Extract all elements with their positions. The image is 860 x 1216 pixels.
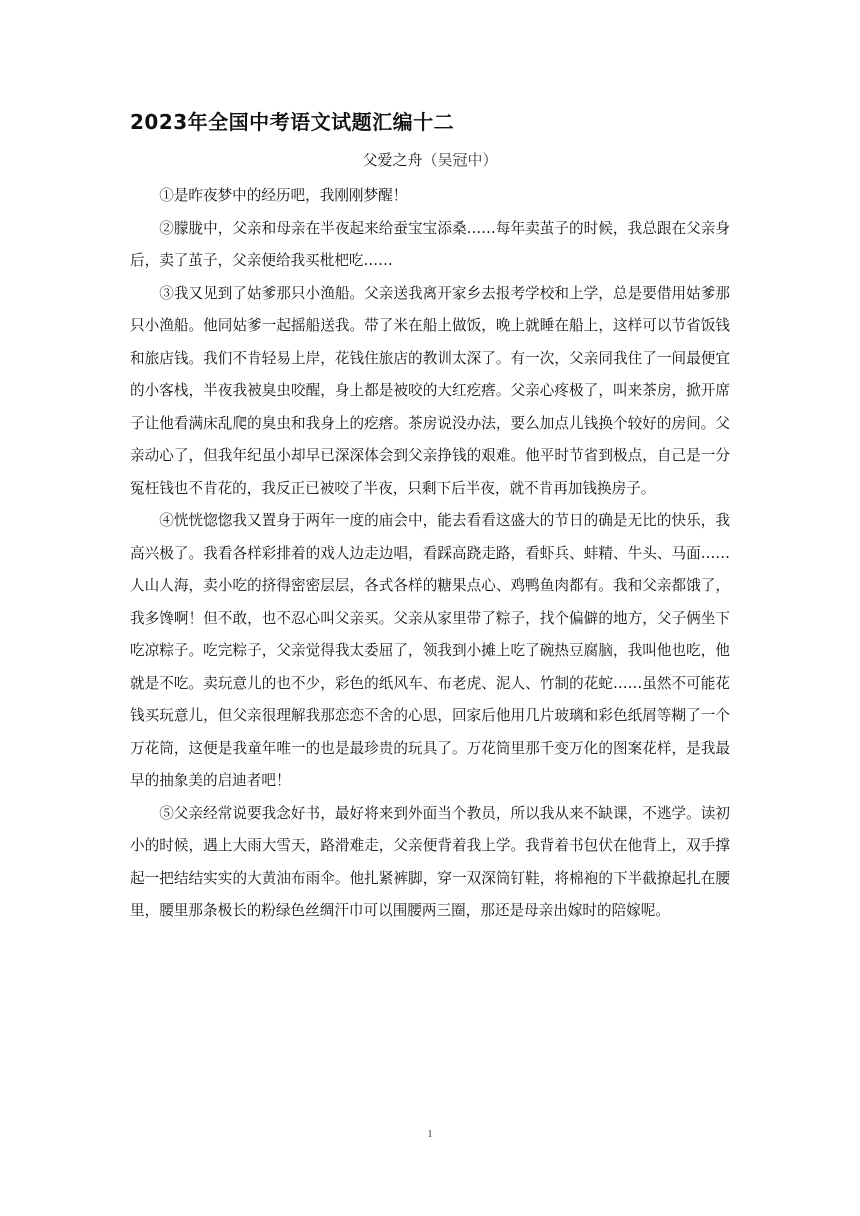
document-heading: 2023年全国中考语文试题汇编十二	[130, 110, 455, 134]
article-title-text: 父爱之舟	[362, 151, 423, 169]
paragraph-3: ③我又见到了姑爹那只小渔船。父亲送我离开家乡去报考学校和上学，总是要借用姑爹那只小渔船。他同姑爹一起摇船送我。带了米在船上做饭，晚上就睡在船上，这样可以节省饭钱和旅店钱。我们不肯轻易上岸，花钱住旅店的教训太深了。有一次，父亲同我住了一间最便宜的小客栈，半夜我被臭虫咬醒，身上都是被咬的大红疙瘩。父亲心疼极了，叫来茶房，掀开席子让他看满床乱爬的臭虫和我身上的疙瘩。茶房说没办法，要么加点儿钱换个较好的房间。父亲动心了，但我年纪虽小却早已深深体会到父亲挣钱的艰难。他平时节省到极点，自己是一分冤枉钱也不肯花的，我反正已被咬了半夜，只剩下后半夜，就不肯再加钱换房子。	[130, 284, 730, 497]
page-number: 1	[427, 1129, 433, 1140]
paragraph-2: ②朦胧中，父亲和母亲在半夜起来给蚕宝宝添桑……每年卖茧子的时候，我总跟在父亲身后，卖了茧子，父亲便给我买枇杷吃……	[130, 219, 730, 269]
paragraph-5: ⑤父亲经常说要我念好书，最好将来到外面当个教员，所以我从来不缺课，不逃学。读初小的时候，遇上大雨大雪天，路滑难走，父亲便背着我上学。我背着书包伏在他背上，双手撑起一把结结实实的大黄油布雨伞。他扎紧裤脚，穿一双深筒钉鞋，将棉袍的下半截撩起扎在腰里，腰里那条极长的粉绿色丝绸汗巾可以围腰两三圈，那还是母亲出嫁时的陪嫁呢。	[130, 804, 730, 919]
paragraph-1: ①是昨夜梦中的经历吧，我刚刚梦醒！	[159, 187, 408, 204]
article-title	[0, 149, 860, 171]
paragraph-4: ④恍恍惚惚我又置身于两年一度的庙会中，能去看看这盛大的节日的确是无比的快乐，我高兴极了。我看各样彩排着的戏人边走边唱，看踩高跷走路，看虾兵、蚌精、牛头、马面……人山人海，卖小吃的挤得密密层层，各式各样的糖果点心、鸡鸭鱼肉都有。我和父亲都饿了，我多馋啊！但不敢，也不忍心叫父亲买。父亲从家里带了粽子，找个偏僻的地方，父子俩坐下吃凉粽子。吃完粽子，父亲觉得我太委屈了，领我到小摊上吃了碗热豆腐脑，我叫他也吃，他就是不吃。卖玩意儿的也不少，彩色的纸风车、布老虎、泥人、竹制的花蛇……虽然不可能花钱买玩意儿，但父亲很理解我那恋恋不舍的心思，回家后他用几片玻璃和彩色纸屑等糊了一个万花筒，这便是我童年唯一的也是最珍贵的玩具了。万花筒里那千变万化的图案花样，是我最早的抽象美的启迪者吧！	[130, 512, 730, 789]
article-body	[130, 180, 730, 928]
article-author: （吴冠中）	[422, 151, 498, 169]
